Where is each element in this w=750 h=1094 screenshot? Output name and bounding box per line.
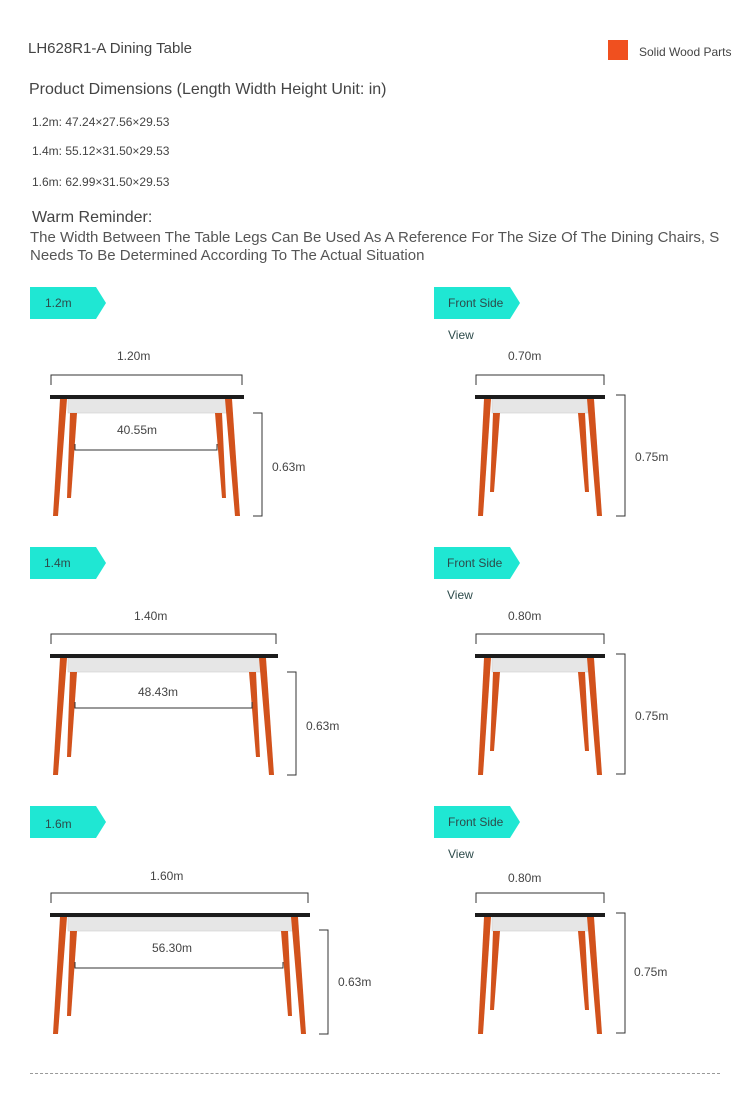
side-width-label: 0.80m [508,609,542,623]
dashed-divider [30,1073,720,1074]
height-label: 0.63m [338,975,372,989]
table-leg [259,658,274,775]
height-label: 0.63m [306,719,340,733]
size-tag-1-4m: 1.4m [30,547,106,579]
side-width-dimension-line [476,634,604,644]
table-leg [587,399,602,516]
side-width-dimension-line [476,893,604,903]
table-leg [67,672,77,757]
table-leg [67,931,77,1016]
inner-width-dimension-line [75,444,217,450]
length-label: 1.40m [134,609,168,623]
inner-width-dimension-line [75,702,252,708]
inner-width-label: 56.30m [152,941,193,955]
dimensions-heading: Product Dimensions (Length Width Height Unit: in) [29,81,387,98]
table-top [475,654,605,658]
table-apron [492,917,588,931]
table-leg [281,931,292,1016]
table-top [475,395,605,399]
table-apron [68,917,294,931]
side-height-dimension-line [616,654,625,774]
table-apron [68,399,228,413]
product-title: LH628R1-A Dining Table [28,40,192,57]
table-front-view-1-6m [50,893,328,1034]
dimension-row-1-2m: 1.2m: 47.24×27.56×29.53 [32,115,170,129]
table-leg [587,917,602,1034]
side-height-label: 0.75m [635,709,669,723]
side-height-dimension-line [616,395,625,516]
table-leg [490,931,500,1010]
side-view-tag-2: Front Side View [434,547,520,579]
table-front-view-1-2m [50,375,262,516]
table-leg [478,917,491,1034]
length-dimension-line [51,893,308,903]
table-leg [478,658,491,775]
table-leg [67,413,77,498]
length-dimension-line [51,634,276,644]
table-side-view-3 [475,893,625,1034]
table-top [50,654,278,658]
table-leg [53,917,67,1034]
table-apron [492,399,588,413]
height-label: 0.63m [272,460,306,474]
table-leg [578,672,589,751]
side-width-label: 0.70m [508,349,542,363]
table-top [50,913,310,917]
table-leg [53,658,67,775]
table-leg [490,413,500,492]
inner-width-label: 40.55m [117,423,158,437]
size-tag-1-2m: 1.2m [30,287,106,319]
height-dimension-line [253,413,262,516]
table-apron [68,658,262,672]
table-leg [225,399,240,516]
side-width-label: 0.80m [508,871,542,885]
dimension-row-1-4m: 1.4m: 55.12×31.50×29.53 [32,144,170,158]
side-view-tag-1: Front Side View [434,287,520,319]
table-front-view-1-4m [50,634,296,775]
length-dimension-line [51,375,242,385]
table-leg [490,672,500,751]
table-leg [587,658,602,775]
table-leg [578,413,589,492]
table-side-view-2 [475,634,625,775]
table-top [50,395,244,399]
side-view-tag-3: Front Side View [434,806,520,838]
reminder-line-1: The Width Between The Table Legs Can Be Used As A Reference For The Size Of The Dining Chairs, S [30,229,720,246]
length-label: 1.20m [117,349,151,363]
table-leg [478,399,491,516]
legend-label: Solid Wood Parts [639,45,732,59]
table-leg [53,399,67,516]
table-leg [291,917,306,1034]
reminder-heading: Warm Reminder: [32,209,153,226]
table-side-view-1 [475,375,625,516]
inner-width-dimension-line [75,962,283,968]
dimension-row-1-6m: 1.6m: 62.99×31.50×29.53 [32,175,170,189]
table-apron [492,658,588,672]
length-label: 1.60m [150,869,184,883]
height-dimension-line [319,930,328,1034]
side-height-label: 0.75m [634,965,668,979]
table-leg [215,413,226,498]
inner-width-label: 48.43m [138,685,179,699]
side-width-dimension-line [476,375,604,385]
height-dimension-line [287,672,296,775]
table-leg [249,672,260,757]
side-height-label: 0.75m [635,450,669,464]
table-top [475,913,605,917]
size-tag-1-6m: 1.6m [30,806,106,838]
reminder-line-2: Needs To Be Determined According To The Actual Situation [30,247,425,264]
table-leg [578,931,589,1010]
side-height-dimension-line [616,913,625,1033]
